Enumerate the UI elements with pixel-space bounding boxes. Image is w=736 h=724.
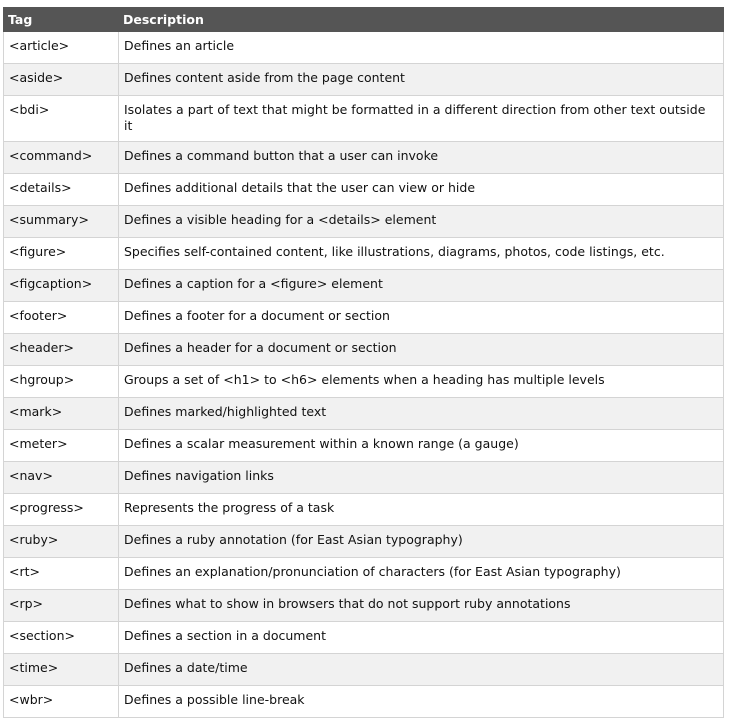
table-row bbox=[4, 494, 724, 526]
table-row bbox=[4, 398, 724, 430]
table-row bbox=[4, 686, 724, 718]
tag-cell: <rp> bbox=[4, 590, 119, 622]
tag-cell: <section> bbox=[4, 622, 119, 654]
tag-cell: <aside> bbox=[4, 64, 119, 96]
tag-cell: <footer> bbox=[4, 302, 119, 334]
tag-cell: <nav> bbox=[4, 462, 119, 494]
description-cell: Defines a possible line-break bbox=[119, 686, 724, 718]
description-cell: Isolates a part of text that might be formatted in a different direction from other text outside it bbox=[119, 96, 724, 142]
description-cell: Defines a footer for a document or section bbox=[119, 302, 724, 334]
description-cell: Defines marked/highlighted text bbox=[119, 398, 724, 430]
description-cell: Defines a scalar measurement within a known range (a gauge) bbox=[119, 430, 724, 462]
table-row bbox=[4, 206, 724, 238]
tag-cell: <header> bbox=[4, 334, 119, 366]
description-cell: Specifies self-contained content, like illustrations, diagrams, photos, code listings, etc. bbox=[119, 238, 724, 270]
table-row bbox=[4, 366, 724, 398]
tag-cell: <progress> bbox=[4, 494, 119, 526]
description-cell: Groups a set of <h1> to <h6> elements when a heading has multiple levels bbox=[119, 366, 724, 398]
description-cell: Defines content aside from the page content bbox=[119, 64, 724, 96]
column-header-description: Description bbox=[119, 8, 724, 32]
table-row bbox=[4, 462, 724, 494]
tag-cell: <hgroup> bbox=[4, 366, 119, 398]
description-cell: Defines a date/time bbox=[119, 654, 724, 686]
table-row bbox=[4, 334, 724, 366]
description-cell: Defines a command button that a user can invoke bbox=[119, 142, 724, 174]
description-cell: Defines additional details that the user can view or hide bbox=[119, 174, 724, 206]
table-row bbox=[4, 32, 724, 64]
table-row bbox=[4, 174, 724, 206]
table-row bbox=[4, 142, 724, 174]
column-header-tag: Tag bbox=[4, 8, 119, 32]
description-cell: Defines a header for a document or section bbox=[119, 334, 724, 366]
table-row bbox=[4, 302, 724, 334]
tag-cell: <ruby> bbox=[4, 526, 119, 558]
table-body bbox=[4, 32, 724, 718]
description-cell: Defines what to show in browsers that do not support ruby annotations bbox=[119, 590, 724, 622]
table-row bbox=[4, 430, 724, 462]
tag-cell: <summary> bbox=[4, 206, 119, 238]
table-row bbox=[4, 654, 724, 686]
table-row bbox=[4, 270, 724, 302]
tag-cell: <details> bbox=[4, 174, 119, 206]
description-cell: Defines an article bbox=[119, 32, 724, 64]
description-cell: Defines a caption for a <figure> element bbox=[119, 270, 724, 302]
tag-cell: <bdi> bbox=[4, 96, 119, 142]
header-row bbox=[4, 8, 724, 32]
tag-cell: <figcaption> bbox=[4, 270, 119, 302]
description-cell: Represents the progress of a task bbox=[119, 494, 724, 526]
table-row bbox=[4, 558, 724, 590]
tag-cell: <mark> bbox=[4, 398, 119, 430]
table-row bbox=[4, 622, 724, 654]
table-row bbox=[4, 590, 724, 622]
tag-cell: <rt> bbox=[4, 558, 119, 590]
table-row bbox=[4, 64, 724, 96]
tag-cell: <time> bbox=[4, 654, 119, 686]
tag-cell: <article> bbox=[4, 32, 119, 64]
tag-cell: <wbr> bbox=[4, 686, 119, 718]
html5-tags-table-container bbox=[3, 7, 723, 718]
html5-tags-table bbox=[3, 7, 724, 718]
tag-cell: <command> bbox=[4, 142, 119, 174]
description-cell: Defines a ruby annotation (for East Asian typography) bbox=[119, 526, 724, 558]
tag-cell: <figure> bbox=[4, 238, 119, 270]
description-cell: Defines a visible heading for a <details> element bbox=[119, 206, 724, 238]
description-cell: Defines navigation links bbox=[119, 462, 724, 494]
description-cell: Defines an explanation/pronunciation of characters (for East Asian typography) bbox=[119, 558, 724, 590]
tag-cell: <meter> bbox=[4, 430, 119, 462]
table-header bbox=[4, 8, 724, 32]
description-cell: Defines a section in a document bbox=[119, 622, 724, 654]
table-row bbox=[4, 526, 724, 558]
table-row bbox=[4, 238, 724, 270]
table-row bbox=[4, 96, 724, 142]
